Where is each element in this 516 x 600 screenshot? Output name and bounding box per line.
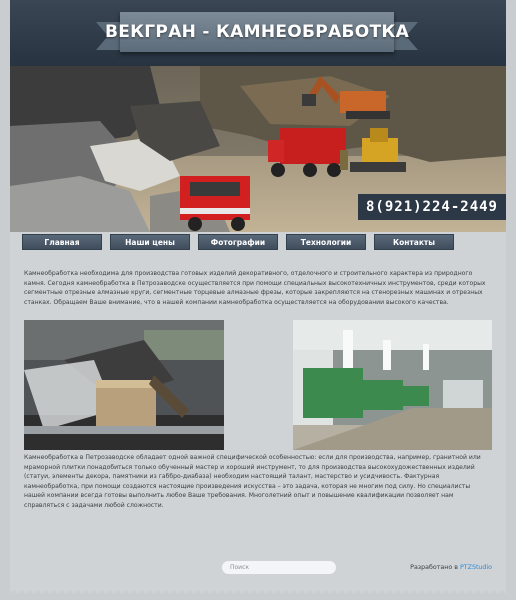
nav-item-contacts[interactable]: Контакты [374,234,454,250]
factory-illustration [293,320,492,450]
main-nav [22,234,454,250]
nav-item-home[interactable]: Главная [22,234,102,250]
credit-text [410,564,492,571]
credit-prefix: Разработано в [410,564,458,571]
hero-quarry-image [10,66,506,232]
nav-item-photos[interactable]: Фотографии [198,234,278,250]
site-title[interactable]: ВЕКГРАН - КАМНЕОБРАБОТКА [104,22,410,42]
nav-item-technologies[interactable]: Технологии [286,234,366,250]
ribbon-banner [104,12,410,52]
title-ribbon [96,12,418,58]
zigzag-bottom-border [0,584,516,600]
intro-paragraph: Камнеобработка необходима для производства готовых изделий декоративного, отделочного и строительного характера из природного камня. Сегодня камнеобработка в Петрозаводске осуществляется при помощи специальных высокотехничных инструментов, среди которых сегментные отрезные алмазные круги, сегментные торцевые алмазные фрезы, которые закрепляются на стенорезных машинах и отрезных станках. Обращаем Ваше внимание, что в нашей компании камнеобработка осуществляется на оборудовании высокого качества. [24,270,486,306]
credit-link[interactable]: PTZStudio [459,564,492,571]
stone-cutting-photo [24,320,224,450]
page [10,0,506,600]
nav-item-prices[interactable]: Наши цены [110,234,190,250]
site-footer [10,550,506,586]
site-header [10,0,506,66]
factory-photo [293,320,492,450]
body-paragraph: Камнеобработка в Петрозаводске обладает одной важной специфической особенностью: если для производства, например, гранитной или мраморной плитки понадобиться только обученный мастер и хороший инструмент, то для производства высокохудожественных изделий (статуи, элементы декора, памятники из габбро-диабаза) необходим настоящий талант, мастерство и усидчивость. Фактурная камнеобработка, при помощи создаются настоящие произведения искусства – это задача, которая не многим под силу. Но специалисты нашей компании всегда готовы выполнить любое Ваше требования. Многолетний опыт и повышение квалификации позволяет нам справляться с задачами любой сложности. [24,454,481,509]
stone-cutting-illustration [24,320,224,450]
search-input[interactable] [222,561,336,574]
phone-number[interactable]: 8(921)224-2449 [358,194,506,220]
